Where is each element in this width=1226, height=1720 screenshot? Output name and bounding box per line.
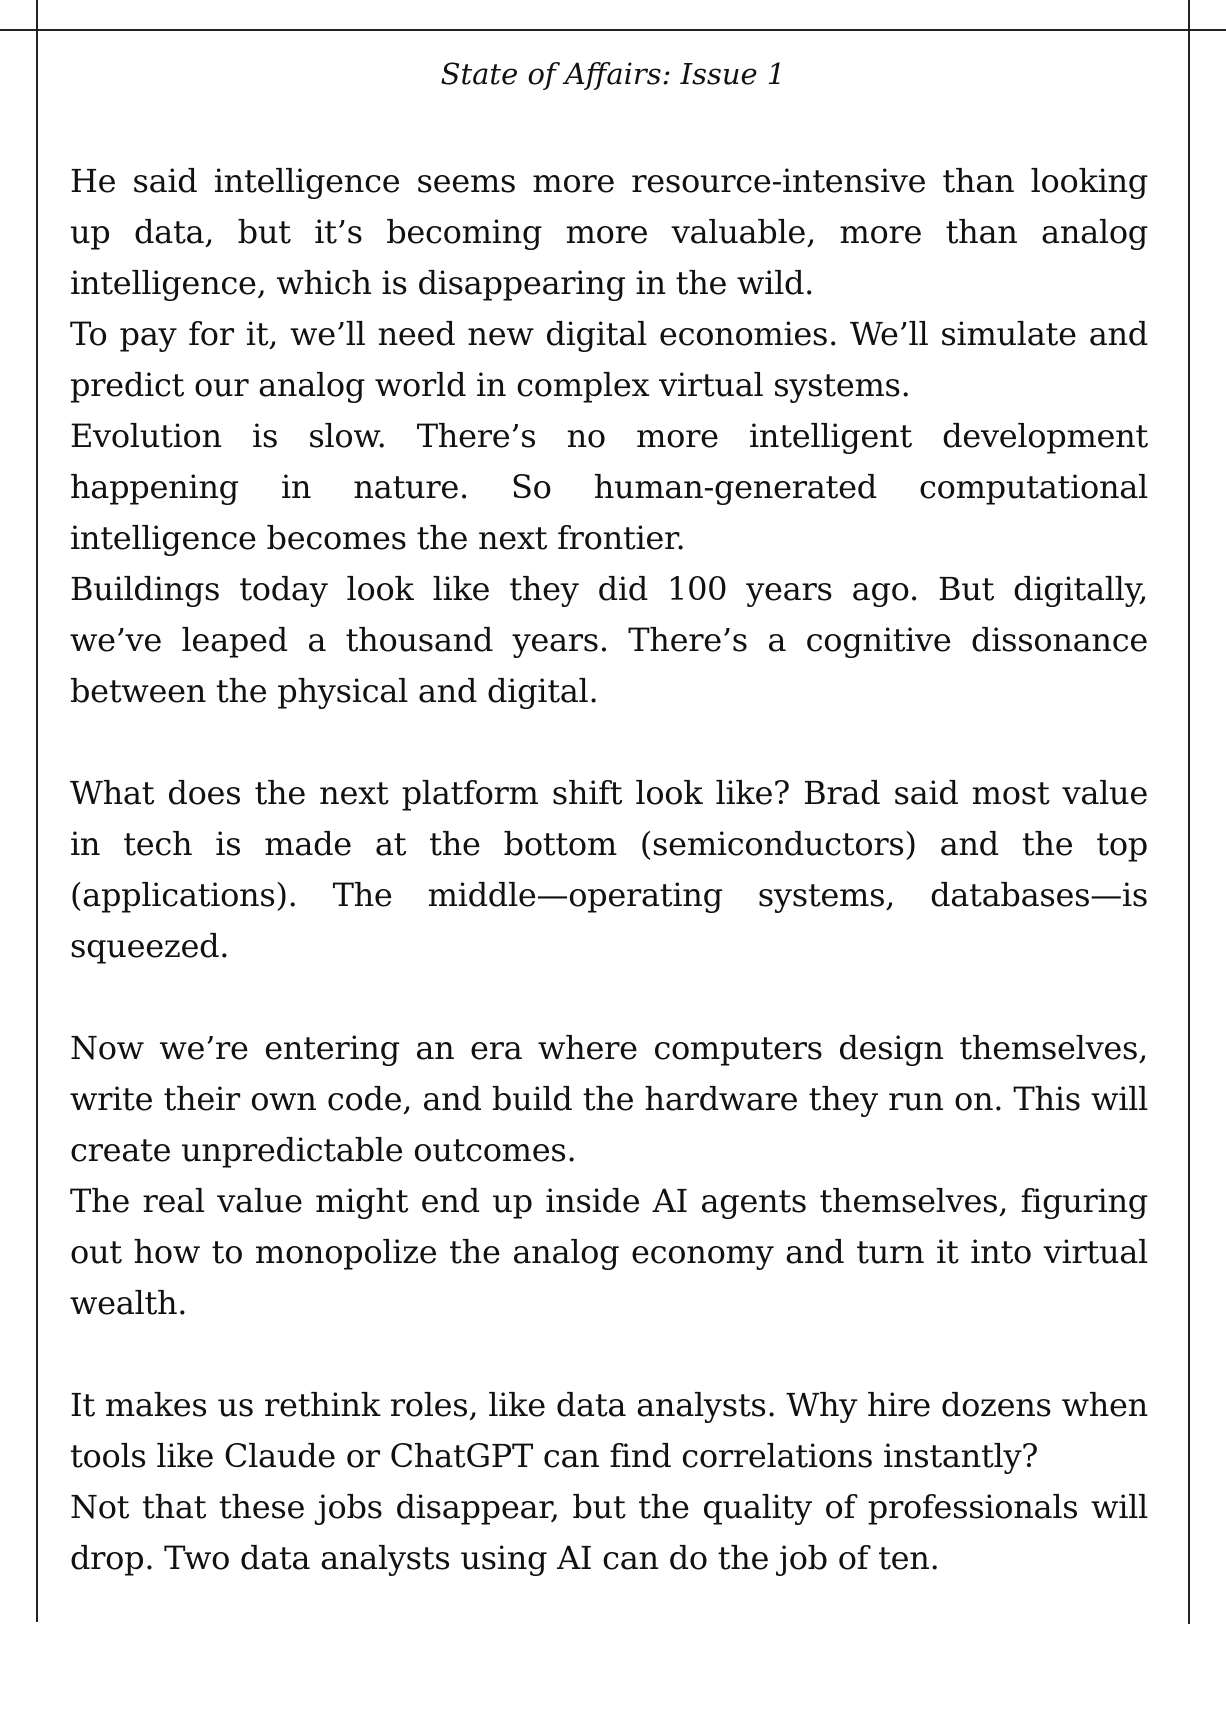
paragraph-platform-shift: What does the next platform shift look like? Brad said most value in tech is made at the bottom (semiconductors) and the top (applications). The middle—operating systems, databases—is squeezed. [70, 774, 1148, 965]
right-border-line-top [1188, 0, 1190, 29]
paragraph-computers-design: Now we’re entering an era where computers design themselves, write their own code, and build the hardware they run on. This will create unpredictable outcomes. [70, 1029, 1148, 1169]
page-title: State of Affairs: Issue 1 [440, 57, 786, 91]
paragraph-intelligence-resource: He said intelligence seems more resource-intensive than looking up data, but it’s becoming more valuable, more than analog intelligence, which is disappearing in the wild. [70, 162, 1148, 302]
paragraph-buildings: Buildings today look like they did 100 years ago. But digitally, we’ve leaped a thousand years. There’s a cognitive dissonance between the physical and digital. [70, 570, 1148, 710]
right-border-line [1188, 31, 1190, 1624]
paragraph-spacer [70, 717, 1148, 768]
paragraph-spacer [70, 1329, 1148, 1380]
article-body [70, 156, 1148, 1584]
paragraph-rethink-roles: It makes us rethink roles, like data analysts. Why hire dozens when tools like Claude or ChatGPT can find correlations instantly? [70, 1386, 1148, 1475]
top-border-line [0, 29, 1226, 31]
left-border-line [36, 0, 38, 1622]
paragraph-evolution: Evolution is slow. There’s no more intelligent development happening in nature. So human-generated computational intelligence becomes the next frontier. [70, 417, 1148, 557]
paragraph-spacer [70, 972, 1148, 1023]
paragraph-quality-professionals: Not that these jobs disappear, but the quality of professionals will drop. Two data analysts using AI can do the job of ten. [70, 1488, 1148, 1577]
paragraph-ai-agents-value: The real value might end up inside AI agents themselves, figuring out how to monopolize the analog economy and turn it into virtual wealth. [70, 1182, 1148, 1322]
paragraph-digital-economies: To pay for it, we’ll need new digital economies. We’ll simulate and predict our analog world in complex virtual systems. [70, 315, 1148, 404]
